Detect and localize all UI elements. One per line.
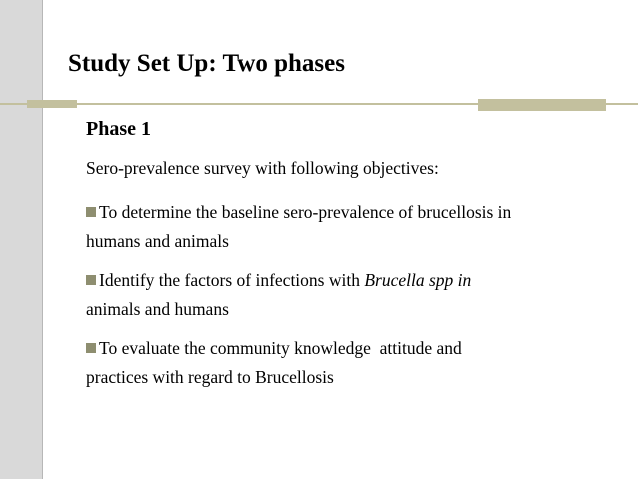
bullet-text-cont: humans and animals [86, 231, 229, 251]
bullet-text-cont: animals and humans [86, 299, 229, 319]
bullet-text: Identify the factors of infections with [99, 270, 365, 290]
bullet-text: To evaluate the community knowledge attitude and [99, 338, 462, 358]
square-bullet-icon [86, 275, 96, 285]
slide-title: Study Set Up: Two phases [68, 50, 345, 77]
square-bullet-icon [86, 207, 96, 217]
square-bullet-icon [86, 343, 96, 353]
intro-text: Sero-prevalence survey with following objectives: [86, 158, 439, 178]
bullet-text-italic: Brucella spp in [364, 270, 472, 290]
bullet-text-cont: practices with regard to Brucellosis [86, 367, 334, 387]
slide-body [86, 116, 626, 402]
divider-accent-right [478, 99, 606, 111]
phase-heading: Phase 1 [86, 118, 151, 140]
divider-accent-left [27, 100, 77, 108]
bullet-text: To determine the baseline sero-prevalence of brucellosis in [99, 202, 512, 222]
bullet-item [86, 198, 626, 256]
bullet-item [86, 334, 626, 392]
bullet-item [86, 266, 626, 324]
left-sidebar-band [0, 0, 43, 479]
